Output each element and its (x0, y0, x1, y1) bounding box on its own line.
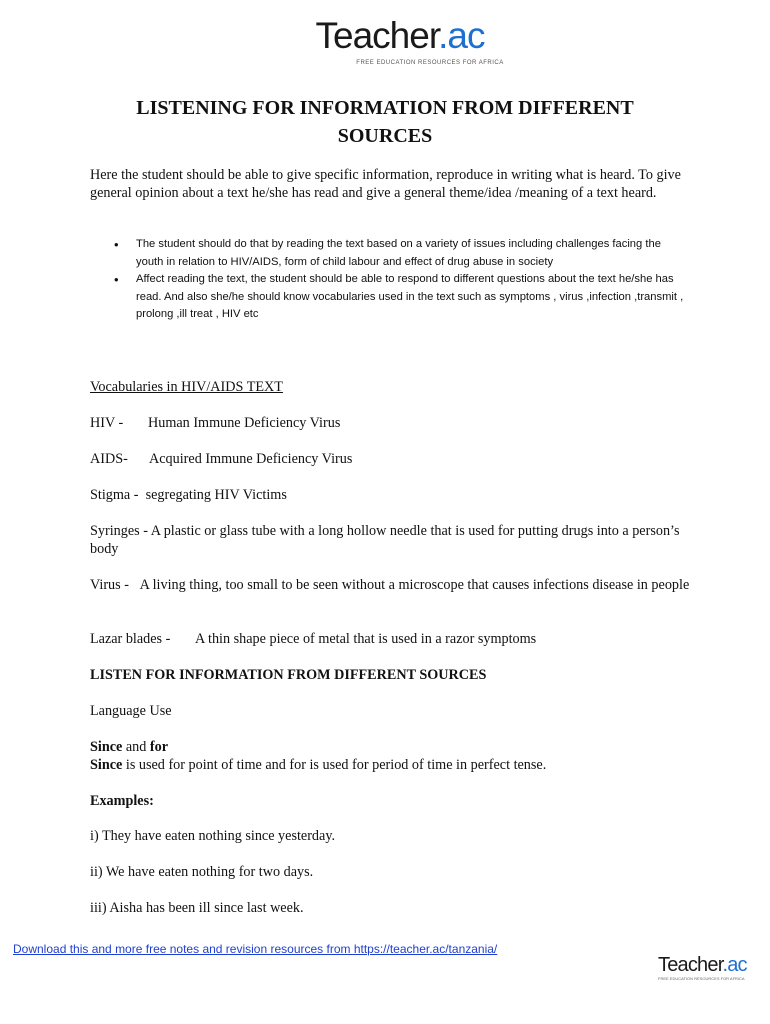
vocab-term: Stigma - (90, 487, 139, 503)
vocab-definition: Human Immune Deficiency Virus (148, 415, 341, 431)
brand-suffix: ac (447, 15, 485, 56)
download-link[interactable]: Download this and more free notes and revision resources from https://teacher.ac/tanzania/ (13, 942, 498, 956)
vocab-item (90, 576, 700, 594)
since-for-heading (90, 738, 700, 756)
vocab-term: Syringes - (90, 523, 148, 539)
vocab-item (90, 486, 700, 504)
footer-brand-suffix: ac (727, 954, 747, 976)
list-item: • The student should do that by reading the text based on a variety of issues including challenges facing the youth in relation to HIV/AIDS, form of child labour and effect of drug abuse in society (90, 236, 690, 271)
since-rule (90, 756, 700, 774)
footer-tagline: FREE EDUCATION RESOURCES FOR AFRICA (658, 976, 745, 981)
and-word: and (125, 739, 147, 755)
list-item: • Affect reading the text, the student should be able to respond to different questions about the text he/she has read. And also she/he should know vocabularies used in the text such as symptoms , virus ,infection ,transmit , prolong ,ill treat , HIV etc (90, 271, 690, 324)
vocab-item (90, 414, 700, 432)
vocab-heading: Vocabularies in HIV/AIDS TEXT (90, 379, 283, 395)
example-item: iii) Aisha has been ill since last week. (90, 900, 304, 916)
since-word: Since (90, 757, 123, 773)
brand-dot: . (438, 15, 448, 56)
since-word: Since (90, 739, 123, 755)
brand-tagline: FREE EDUCATION RESOURCES FOR AFRICA (356, 60, 504, 66)
vocab-definition: A plastic or glass tube with a long hollow needle that is used for putting drugs into a person’s body (90, 523, 680, 557)
example-item: i) They have eaten nothing since yesterday. (90, 828, 336, 844)
intro-paragraph: Here the student should be able to give specific information, reproduce in writing what is heard. To give general opinion about a text he/she has read and give a general theme/idea /meaning of a text heard. (90, 167, 681, 201)
since-rule-text: is used for point of time and for is used for period of time in perfect tense. (125, 757, 547, 773)
section-heading: LISTEN FOR INFORMATION FROM DIFFERENT SOURCES (90, 667, 487, 683)
vocab-term: Virus - (90, 577, 129, 593)
vocab-term: Lazar blades - (90, 631, 171, 647)
title-line-1: LISTENING FOR INFORMATION FROM DIFFERENT (136, 97, 634, 119)
vocab-item (90, 630, 700, 648)
vocab-term: AIDS- (90, 451, 128, 467)
brand-name: Teacher (315, 15, 439, 56)
vocab-item (90, 450, 700, 468)
language-use-label: Language Use (90, 703, 172, 719)
objectives-list (90, 236, 690, 324)
footer-wordmark (658, 954, 770, 976)
vocab-definition: Acquired Immune Deficiency Virus (149, 451, 353, 467)
footer-logo (658, 954, 770, 981)
footer-brand-dot: . (722, 954, 728, 976)
page-title (90, 94, 680, 150)
example-item: ii) We have eaten nothing for two days. (90, 864, 314, 880)
brand-wordmark (316, 14, 485, 58)
brand-logo (0, 14, 770, 66)
title-line-2: SOURCES (337, 125, 433, 147)
vocab-definition: A thin shape piece of metal that is used in a razor symptoms (195, 631, 537, 647)
for-word: for (149, 739, 169, 755)
footer-brand-name: Teacher (658, 954, 723, 976)
vocab-definition: A living thing, too small to be seen without a microscope that causes infections disease in people (139, 577, 690, 593)
vocab-item (90, 522, 700, 558)
examples-heading: Examples: (90, 793, 154, 809)
vocab-definition: segregating HIV Victims (145, 487, 287, 503)
vocab-term: HIV - (90, 415, 124, 431)
